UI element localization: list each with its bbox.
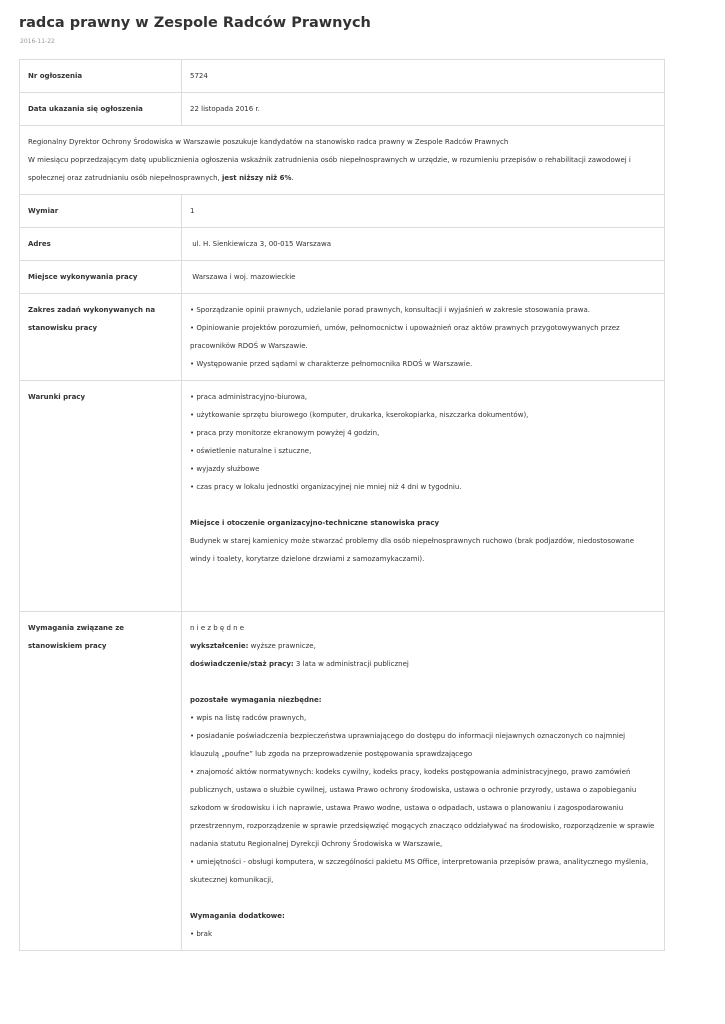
table-row	[20, 195, 665, 228]
table-row	[20, 612, 665, 951]
list-item: • praca przy monitorze ekranowym powyżej 4 godzin,	[190, 429, 380, 437]
table-row	[20, 228, 665, 261]
list-item: • posiadanie poświadczenia bezpieczeństwa uprawniającego do dostępu do informacji niejawnych oznaczonych co najmniej klauzulą „poufne” lub zgoda na przeprowadzenie postępowania sprawdzającego	[190, 732, 626, 758]
list-item: • Występowanie przed sądami w charakterze pełnomocnika RDOŚ w Warszawie.	[190, 360, 473, 368]
row-label: Nr ogłoszenia	[20, 60, 182, 93]
spacer	[190, 673, 656, 691]
row-value: 1	[182, 195, 665, 228]
requirement-value: wyższe prawnicze,	[248, 642, 316, 650]
publication-date: 2016-11-22	[20, 38, 55, 45]
row-label: Data ukazania się ogłoszenia	[20, 93, 182, 126]
row-label: Warunki pracy	[20, 381, 182, 612]
requirements-caption: n i e z b ę d n e	[190, 624, 245, 632]
spacer	[190, 496, 656, 514]
spacer	[190, 586, 656, 604]
row-label: Wymagania związane ze stanowiskiem pracy	[20, 612, 182, 951]
requirement-value: 3 lata w administracji publicznej	[293, 660, 409, 668]
intro-emphasis: jest niższy niż 6%	[221, 174, 292, 182]
list-item: • praca administracyjno-biurowa,	[190, 393, 308, 401]
intro-line: Regionalny Dyrektor Ochrony Środowiska w Warszawie poszukuje kandydatów na stanowisko radca prawny w Zespole Radców Prawnych	[28, 138, 509, 146]
row-value	[182, 381, 665, 612]
requirement-label: wykształcenie:	[190, 642, 249, 650]
row-value: 5724	[182, 60, 665, 93]
list-item: • Sporządzanie opinii prawnych, udzielanie porad prawnych, konsultacji i wyjaśnień w zakresie stosowania prawa.	[190, 306, 591, 314]
list-item: • wpis na listę radców prawnych,	[190, 714, 307, 722]
table-row	[20, 381, 665, 612]
list-item: • wyjazdy służbowe	[190, 465, 260, 473]
intro-cell	[20, 126, 665, 195]
table-row	[20, 294, 665, 381]
row-label: Wymiar	[20, 195, 182, 228]
row-label: Adres	[20, 228, 182, 261]
table-row	[20, 60, 665, 93]
row-value: Warszawa i woj. mazowieckie	[182, 261, 665, 294]
list-item: • czas pracy w lokalu jednostki organizacyjnej nie mniej niż 4 dni w tygodniu.	[190, 483, 462, 491]
row-label: Zakres zadań wykonywanych na stanowisku pracy	[20, 294, 182, 381]
list-item: • oświetlenie naturalne i sztuczne,	[190, 447, 312, 455]
list-item: • znajomość aktów normatywnych: kodeks cywilny, kodeks pracy, kodeks postępowania administracyjnego, prawo zamówień publicznych, ustawa o służbie cywilnej, ustawa Prawo ochrony środowiska, ustawa o ochronie przyrody, ustawa o zapobieganiu szkodom w środowisku i ich naprawie, ustawa Prawo wodne, ustawa o odpadach, ustawa o planowaniu i zagospodarowaniu przestrzennym, rozporządzenie w sprawie przedsięwzięć mogących znacząco oddziaływać na środowisko, rozporządzenie w sprawie nadania statutu Regionalnej Dyrekcji Ochrony Środowiska w Warszawie,	[190, 768, 655, 848]
table-row	[20, 261, 665, 294]
section-subheading: Miejsce i otoczenie organizacyjno-techniczne stanowiska pracy	[190, 519, 440, 527]
list-item: • Opiniowanie projektów porozumień, umów, pełnomocnictw i upoważnień oraz aktów prawnych przygotowywanych przez pracowników RDOŚ w Warszawie.	[190, 324, 620, 350]
section-subheading: pozostałe wymagania niezbędne:	[190, 696, 322, 704]
spacer	[190, 568, 656, 586]
table-row	[20, 93, 665, 126]
requirement-education	[190, 637, 656, 655]
intro-line	[28, 151, 656, 187]
section-paragraph: Budynek w starej kamienicy może stwarzać problemy dla osób niepełnosprawnych ruchowo (brak podjazdów, niedostosowane windy i toalety, korytarze dzielone drzwiami z samozamykaczami).	[190, 537, 635, 563]
row-value: ul. H. Sienkiewicza 3, 00-015 Warszawa	[182, 228, 665, 261]
spacer	[190, 889, 656, 907]
intro-text: W miesiącu poprzedzającym datę upublicznienia ogłoszenia wskaźnik zatrudnienia osób niepełnosprawnych w urzędzie, w rozumieniu przepisów o rehabilitacji zawodowej i społecznej oraz zatrudnianiu osób niepełnosprawnych,	[28, 156, 631, 182]
page-title: radca prawny w Zespole Radców Prawnych	[19, 15, 371, 31]
row-value	[182, 612, 665, 951]
row-value	[182, 294, 665, 381]
requirement-experience	[190, 655, 656, 673]
requirement-label: doświadczenie/staż pracy:	[190, 660, 294, 668]
list-item: • brak	[190, 930, 213, 938]
table-row	[20, 126, 665, 195]
intro-text-end: .	[291, 174, 294, 182]
section-subheading: Wymagania dodatkowe:	[190, 912, 285, 920]
list-item: • użytkowanie sprzętu biurowego (komputer, drukarka, kserokopiarka, niszczarka dokumentów),	[190, 411, 529, 419]
row-label: Miejsce wykonywania pracy	[20, 261, 182, 294]
list-item: • umiejętności - obsługi komputera, w szczególności pakietu MS Office, interpretowania przepisów prawa, analitycznego myślenia, skutecznej komunikacji,	[190, 858, 649, 884]
job-details-table	[19, 59, 665, 951]
row-value: 22 listopada 2016 r.	[182, 93, 665, 126]
